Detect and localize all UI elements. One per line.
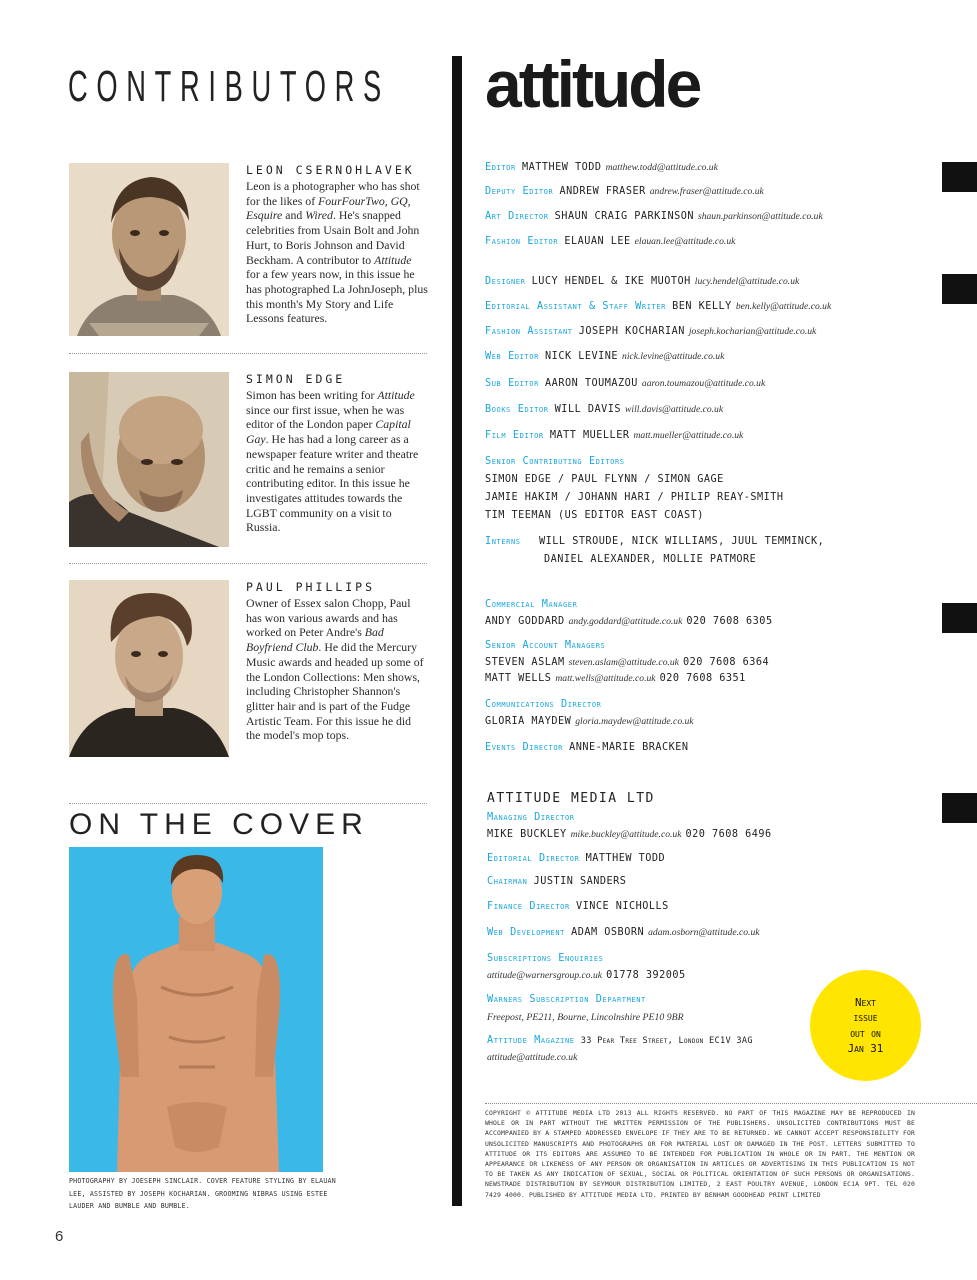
masthead-row: Film Editor MATT MUELLER matt.mueller@attitude.co.uk — [485, 430, 744, 441]
web-dev-row: Web Development ADAM OSBORN adam.osborn@attitude.co.uk — [487, 927, 760, 938]
page-number: 6 — [55, 1228, 64, 1245]
managing-label: Managing Director — [487, 812, 575, 823]
cover-photo — [69, 847, 323, 1172]
masthead-row: Deputy Editor ANDREW FRASER andrew.fraser@attitude.co.uk — [485, 186, 764, 197]
senior-contributing-line: SIMON EDGE / PAUL FLYNN / SIMON GAGE — [485, 474, 724, 485]
contributor-photo-simon — [69, 372, 229, 547]
masthead-row: Designer LUCY HENDEL & IKE MUOTOH lucy.hendel@attitude.co.uk — [485, 276, 800, 287]
magazine-email: attitude@attitude.co.uk — [487, 1052, 578, 1063]
masthead-row: Art Director SHAUN CRAIG PARKINSON shaun.parkinson@attitude.co.uk — [485, 211, 823, 222]
masthead-row: Books Editor WILL DAVIS will.davis@attitude.co.uk — [485, 404, 724, 415]
communications-row: GLORIA MAYDEW gloria.maydew@attitude.co.uk — [485, 716, 694, 727]
chairman-row: Chairman JUSTIN SANDERS — [487, 876, 627, 887]
magazine-row: Attitude Magazine 33 Pear Tree Street, London EC1V 3AG — [487, 1035, 753, 1046]
masthead-row: Fashion Assistant JOSEPH KOCHARIAN joseph.kocharian@attitude.co.uk — [485, 326, 817, 337]
events-row: Events Director ANNE-MARIE BRACKEN — [485, 742, 689, 753]
section-title: CONTRIBUTORS — [68, 62, 390, 111]
contributor-card — [69, 580, 427, 760]
masthead-row: Web Editor NICK LEVINE nick.levine@attitude.co.uk — [485, 351, 725, 362]
masthead-row: Sub Editor AARON TOUMAZOU aaron.toumazou@attitude.co.uk — [485, 378, 766, 389]
contributor-name: SIMON EDGE — [246, 372, 346, 386]
contributor-bio: Leon is a photographer who has shot for the likes of FourFourTwo, GQ, Esquire and Wired. He's snapped celebrities from Usain Bolt and John Hurt, to Boris Johnson and David Beckham. A contributor to Attitude for a few years now, in this issue he has photographed La JohnJoseph, plus this month's My Story and Life Lessons features. — [246, 179, 428, 326]
communications-label: Communications Director — [485, 699, 602, 710]
warners-address: Freepost, PE211, Bourne, Lincolnshire PE10 9BR — [487, 1012, 684, 1023]
commercial-label: Commercial Manager — [485, 599, 578, 610]
side-tab — [942, 274, 977, 304]
contributor-photo-leon — [69, 163, 229, 336]
masthead-row: Fashion Editor ELAUAN LEE elauan.lee@attitude.co.uk — [485, 236, 736, 247]
contributor-photo-paul — [69, 580, 229, 757]
interns-row: Interns WILL STROUDE, NICK WILLIAMS, JUUL TEMMINCK, — [485, 536, 825, 547]
contributor-card — [69, 372, 427, 547]
side-tab — [942, 603, 977, 633]
contributor-name: LEON CSERNOHLAVEK — [246, 163, 415, 177]
attitude-logo: attitude — [485, 47, 700, 121]
separator — [69, 563, 427, 564]
copyright-notice: COPYRIGHT © ATTITUDE MEDIA LTD 2013 ALL RIGHTS RESERVED. NO PART OF THIS MAGAZINE MAY BE REPRODUCED IN WHOLE OR IN PART WITHOUT THE WRITTEN PERMISSION OF THE PUBLISHERS. UNSOLICITED CONTRIBUTIONS MUST BE ACCOMPANIED BY A STAMPED ADDRESSED ENVELOPE IF THEY ARE TO BE RETURNED. WE CANNOT ACCEPT RESPONSIBILITY FOR UNSOLICITED MANUSCRIPTS AND PHOTOGRAPHS OR FOR MATERIAL LOST OR DAMAGED IN THE POST. LETTERS SUBMITTED TO ATTITUDE OR ITS EDITORS ARE ASSUMED TO BE INTENDED FOR PUBLICATION IN WHOLE OR IN PART. THE MENTION OR APPEARANCE OR LIKENESS OF ANY PERSON OR ORGANISATION IN ARTICLES OR ADVERTISING IN THIS PUBLICATION IS NOT TO BE TAKEN AS ANY INDICATION OF SEXUAL, SOCIAL OR POLITICAL ORIENTATION OF SUCH PERSONS OR ORGANISATIONS. NEWSTRADE DISTRIBUTION BY SEYMOUR DISTRIBUTION LIMITED, 2 EAST POULTRY AVENUE, LONDON EC1A 9PT. TEL 020 7429 4000. PUBLISHED BY ATTITUDE MEDIA LTD. PRINTED BY BENHAM GOODHEAD PRINT LIMITED — [485, 1109, 915, 1199]
column-divider — [452, 56, 462, 1206]
senior-contributing-label: Senior Contributing Editors — [485, 456, 625, 467]
separator — [69, 803, 427, 804]
finance-row: Finance Director VINCE NICHOLLS — [487, 901, 669, 912]
cover-title: ON THE COVER — [69, 808, 369, 841]
managing-row: MIKE BUCKLEY mike.buckley@attitude.co.uk 020 7608 6496 — [487, 829, 772, 840]
contributor-card — [69, 163, 427, 338]
separator — [485, 1103, 977, 1104]
senior-account-row: STEVEN ASLAM steven.aslam@attitude.co.uk 020 7608 6364 — [485, 657, 770, 668]
next-issue-badge: Next issue out on Jan 31 — [810, 970, 921, 1081]
commercial-row: ANDY GODDARD andy.goddard@attitude.co.uk 020 7608 6305 — [485, 616, 773, 627]
senior-account-row: MATT WELLS matt.wells@attitude.co.uk 020 7608 6351 — [485, 673, 746, 684]
senior-account-label: Senior Account Managers — [485, 640, 606, 651]
company-title: ATTITUDE MEDIA LTD — [487, 791, 655, 806]
contributor-bio: Owner of Essex salon Chopp, Paul has won various awards and has worked on Peter Andre's Bad Boyfriend Club. He did the Mercury Music awards and headed up some of the London Collections: Men shows, including Christopher Shannon's glitter hair and is part of the Fudge Artistic Team. For this issue he did the model's mop tops. — [246, 596, 424, 743]
subscriptions-row: attitude@warnersgroup.co.uk 01778 392005 — [487, 970, 686, 981]
interns-line: DANIEL ALEXANDER, MOLLIE PATMORE — [544, 554, 757, 565]
contributor-name: PAUL PHILLIPS — [246, 580, 376, 594]
masthead-row: Editor MATTHEW TODD matthew.todd@attitude.co.uk — [485, 162, 718, 173]
side-tab — [942, 793, 977, 823]
senior-contributing-line: TIM TEEMAN (US EDITOR EAST COAST) — [485, 510, 704, 521]
masthead-row: Editorial Assistant & Staff Writer BEN KELLY ben.kelly@attitude.co.uk — [485, 301, 832, 312]
editorial-director-row: Editorial Director MATTHEW TODD — [487, 853, 666, 864]
side-tab — [942, 162, 977, 192]
cover-caption: PHOTOGRAPHY BY JOESEPH SINCLAIR. COVER FEATURE STYLING BY ELAUAN LEE, ASSISTED BY JOSEPH KOCHARIAN. GROOMING NIBRAS USING ESTEE LAUDER AND BUMBLE AND BUMBLE. — [69, 1177, 336, 1210]
senior-contributing-line: JAMIE HAKIM / JOHANN HARI / PHILIP REAY-SMITH — [485, 492, 784, 503]
separator — [69, 353, 427, 354]
subscriptions-label: Subscriptions Enquiries — [487, 953, 604, 964]
contributor-bio: Simon has been writing for Attitude since our first issue, when he was editor of the London paper Capital Gay. He has had a long career as a newspaper feature writer and theatre critic and he remains a senior contributing editor. In this issue he investigates attitudes towards the LGBT community on a visit to Russia. — [246, 388, 419, 535]
warners-label: Warners Subscription Department — [487, 994, 646, 1005]
